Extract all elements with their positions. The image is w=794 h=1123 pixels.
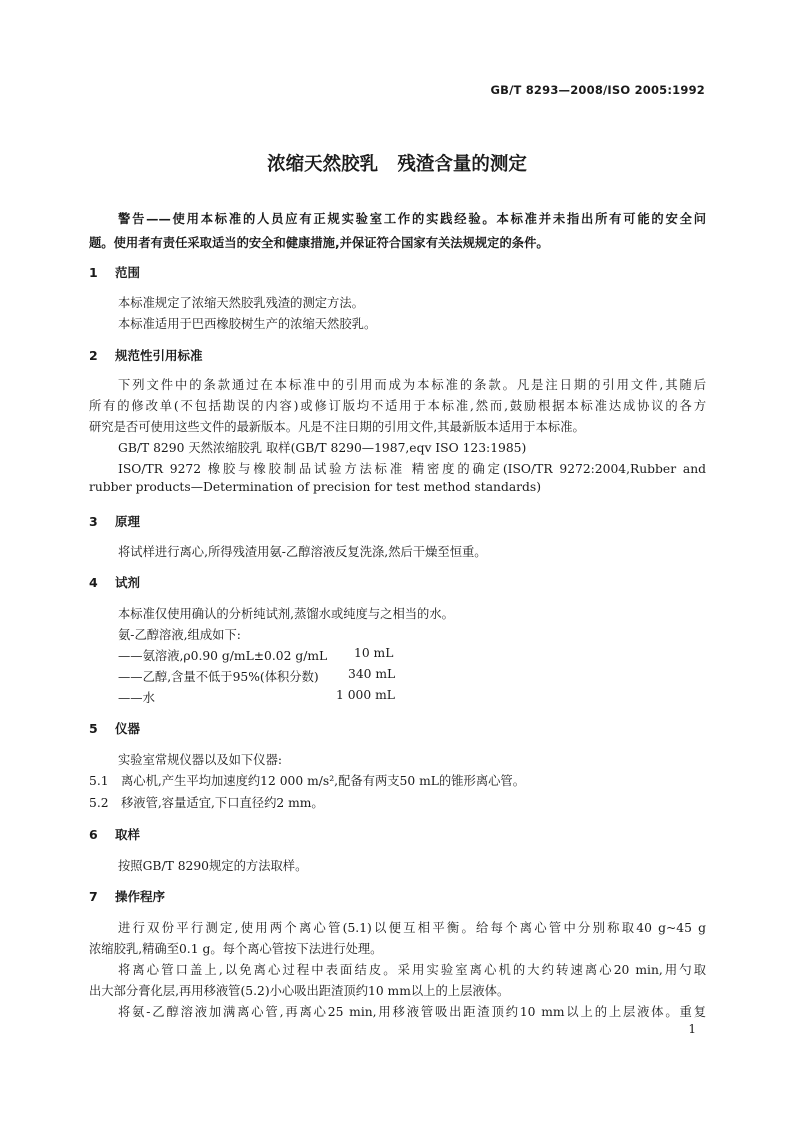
reagent-item-amount: 10 mL xyxy=(354,646,394,660)
section-number: 5 xyxy=(89,721,98,736)
section-number: 2 xyxy=(89,348,98,363)
paragraph-line: 浓缩胶乳,精确至0.1 g。每个离心管按下法进行处理。 xyxy=(89,942,383,956)
page-number: 1 xyxy=(688,1022,696,1036)
reagent-item-amount: 340 mL xyxy=(348,667,396,681)
warning-line-1: 警告——使用本标准的人员应有正规实验室工作的实践经验。本标准并未指出所有可能的安全问 xyxy=(118,212,706,226)
section-title: 试剂 xyxy=(115,575,141,590)
section-number: 7 xyxy=(89,889,98,904)
paragraph-line: 将氨-乙醇溶液加满离心管,再离心25 min,用移液管吸出距渣顶约10 mm以上的上层液体。重复 xyxy=(118,1005,706,1019)
section-title: 原理 xyxy=(115,514,141,529)
paragraph-line: 氨-乙醇溶液,组成如下: xyxy=(118,628,241,642)
paragraph-line: 本标准适用于巴西橡胶树生产的浓缩天然胶乳。 xyxy=(118,317,377,331)
section-number: 3 xyxy=(89,514,98,529)
subclause-number: 5.2 xyxy=(89,796,109,810)
document-title: 浓缩天然胶乳 残渣含量的测定 xyxy=(267,154,527,175)
section-1-heading xyxy=(89,263,140,281)
reference-iso-9272-cont: rubber products—Determination of precision for test method standards) xyxy=(89,480,542,494)
paragraph-line: 研究是否可使用这些文件的最新版本。凡是不注日期的引用文件,其最新版本适用于本标准。 xyxy=(89,420,585,434)
section-title: 仪器 xyxy=(115,721,141,736)
reference-iso-9272: ISO/TR 9272 橡胶与橡胶制品试验方法标准 精密度的确定(ISO/TR 9272:2004,Rubber and xyxy=(118,462,706,476)
paragraph-line: 进行双份平行测定,使用两个离心管(5.1)以便互相平衡。给每个离心管中分别称取40 g~45 g xyxy=(118,921,706,935)
reagent-item-name: ——乙醇,含量不低于95%(体积分数) xyxy=(118,670,319,684)
section-title: 范围 xyxy=(115,265,141,280)
standard-code-header: GB/T 8293—2008/ISO 2005:1992 xyxy=(490,83,705,97)
paragraph-line: 本标准仅使用确认的分析纯试剂,蒸馏水或纯度与之相当的水。 xyxy=(118,607,454,621)
section-6-heading xyxy=(89,825,140,843)
paragraph-line: 出大部分膏化层,再用移液管(5.2)小心吸出距渣顶约10 mm以上的上层液体。 xyxy=(89,984,510,998)
paragraph-line: 实验室常规仪器以及如下仪器: xyxy=(118,753,283,767)
section-3-heading xyxy=(89,512,140,530)
section-4-heading xyxy=(89,573,140,591)
paragraph-line: 下列文件中的条款通过在本标准中的引用而成为本标准的条款。凡是注日期的引用文件,其随后 xyxy=(118,378,706,392)
reagent-item-name: ——水 xyxy=(118,691,155,705)
paragraph-line: 按照GB/T 8290规定的方法取样。 xyxy=(118,859,308,873)
section-2-heading xyxy=(89,346,203,364)
section-number: 6 xyxy=(89,827,98,842)
reagent-item-name: ——氨溶液,ρ0.90 g/mL±0.02 g/mL xyxy=(118,649,328,663)
section-title: 取样 xyxy=(115,827,141,842)
section-title: 规范性引用标准 xyxy=(115,348,203,363)
warning-line-2: 题。使用者有责任采取适当的安全和健康措施,并保证符合国家有关法规规定的条件。 xyxy=(89,236,549,250)
paragraph-line: 将试样进行离心,所得残渣用氨-乙醇溶液反复洗涤,然后干燥至恒重。 xyxy=(118,545,487,559)
reference-gb-8290: GB/T 8290 天然浓缩胶乳 取样(GB/T 8290—1987,eqv ISO 123:1985) xyxy=(118,441,527,455)
section-7-heading xyxy=(89,887,165,905)
subclause-5-1 xyxy=(89,771,525,789)
section-number: 4 xyxy=(89,575,98,590)
subclause-number: 5.1 xyxy=(89,774,109,788)
subclause-text: 离心机,产生平均加速度约12 000 m/s²,配备有两支50 mL的锥形离心管。 xyxy=(121,774,526,788)
paragraph-line: 所有的修改单(不包括勘误的内容)或修订版均不适用于本标准,然而,鼓励根据本标准达成协议的各方 xyxy=(89,399,706,413)
section-title: 操作程序 xyxy=(115,889,166,904)
subclause-text: 移液管,容量适宜,下口直径约2 mm。 xyxy=(121,796,324,810)
reagent-item-amount: 1 000 mL xyxy=(336,688,395,702)
paragraph-line: 本标准规定了浓缩天然胶乳残渣的测定方法。 xyxy=(118,296,364,310)
section-5-heading xyxy=(89,719,140,737)
section-number: 1 xyxy=(89,265,98,280)
paragraph-line: 将离心管口盖上,以免离心过程中表面结皮。采用实验室离心机的大约转速离心20 min,用勺取 xyxy=(118,963,706,977)
subclause-5-2 xyxy=(89,793,324,811)
